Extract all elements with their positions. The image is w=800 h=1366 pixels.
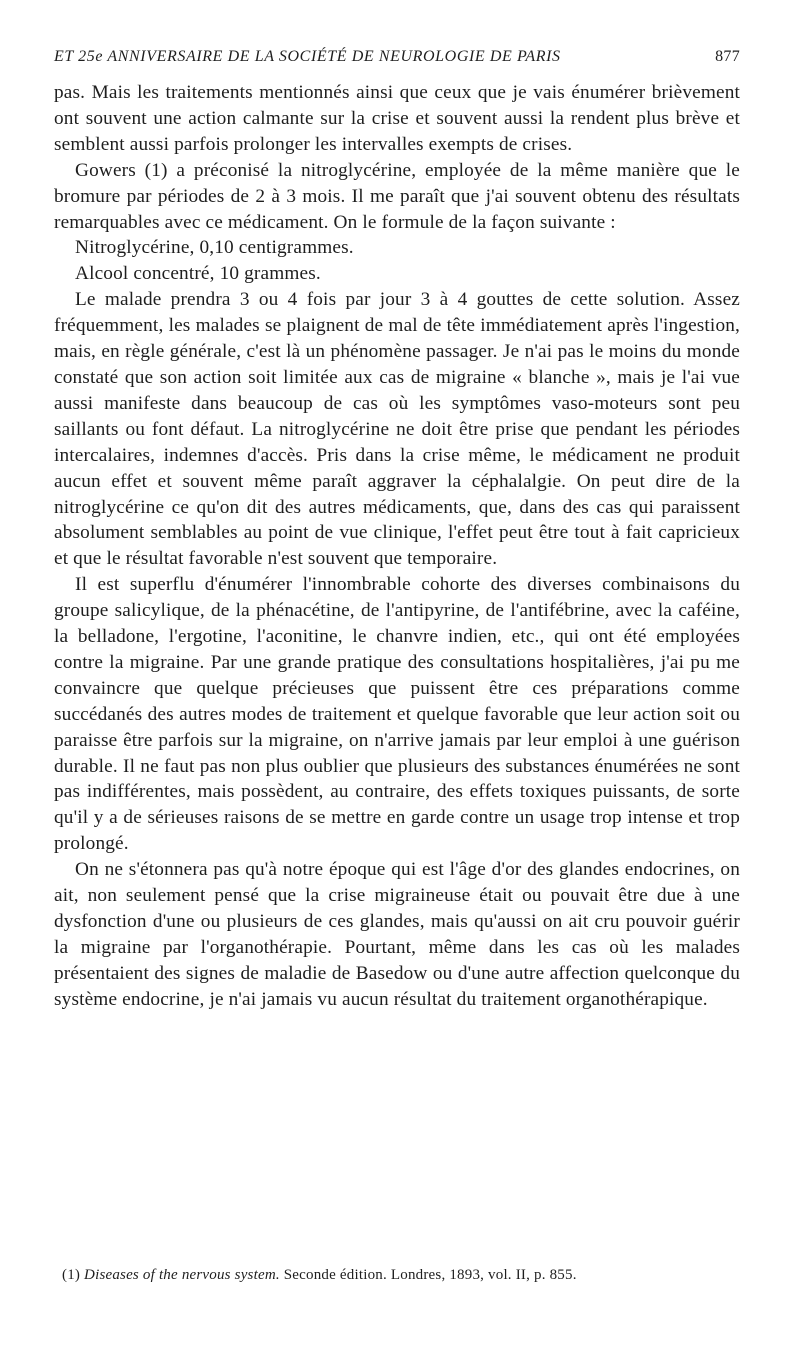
running-header (54, 48, 740, 66)
page-number: 877 (715, 48, 740, 65)
paragraph-3: Le malade prendra 3 ou 4 fois par jour 3 à 4 gouttes de cette solution. Assez fréquemment, les malades se plaignent de mal de tête immédiatement après l'ingestion, mais, en règle générale, c'est là un phénomène passager. Je n'ai pas le moins du monde constaté que son action soit limitée aux cas de migraine « blanche », mais je l'ai vue aussi manifeste dans beaucoup de cas où les symptômes vaso-moteurs sont peu saillants ou font défaut. La nitroglycérine ne doit être prise que pendant les périodes intercalaires, indemnes d'accès. Pris dans la crise même, le médicament ne produit aucun effet et souvent même paraît aggraver la céphalalgie. On peut dire de la nitroglycérine ce qu'on dit des autres médicaments, que, dans des cas qui paraissent absolument semblables au point de vue clinique, l'effet peut être tout à fait capricieux et que le résultat favorable n'est souvent que temporaire. (54, 289, 740, 570)
paragraph-1: pas. Mais les traitements mentionnés ainsi que ceux que je vais énumérer brièvement ont souvent une action calmante sur la crise et souvent aussi la rendent plus brève et semblent aussi parfois prolonger les intervalles exempts de crises. (54, 82, 740, 155)
formula-line-1: Nitroglycérine, 0,10 centigrammes. (75, 237, 354, 259)
footnote-rest: Seconde édition. Londres, 1893, vol. II, p. 855. (279, 1267, 577, 1283)
body-text (54, 80, 740, 1013)
running-title: ET 25e ANNIVERSAIRE DE LA SOCIÉTÉ DE NEUROLOGIE DE PARIS (54, 48, 561, 65)
footnote-marker: (1) (62, 1267, 81, 1283)
footnote (62, 1265, 742, 1285)
formula-line-2: Alcool concentré, 10 grammes. (75, 263, 321, 285)
footnote-title: Diseases of the nervous system. (84, 1267, 280, 1283)
paragraph-2: Gowers (1) a préconisé la nitroglycérine, employée de la même manière que le bromure par périodes de 2 à 3 mois. Il me paraît que j'ai souvent obtenu des résultats remarquables avec ce médicament. On le formule de la façon suivante : (54, 159, 740, 233)
paragraph-5: On ne s'étonnera pas qu'à notre époque qui est l'âge d'or des glandes endocrines, on ait, non seulement pensé que la crise migraineuse était ou pouvait être due à une dysfonction d'une ou plusieurs de ces glandes, mais qu'aussi on ait cru pouvoir guérir la migraine par l'organothérapie. Pourtant, même dans les cas où les malades présentaient des signes de maladie de Basedow ou d'une autre affection quelconque du système endocrine, je n'ai jamais vu aucun résultat du traitement organothérapique. (54, 859, 740, 1010)
paragraph-4: Il est superflu d'énumérer l'innombrable cohorte des diverses combinaisons du groupe salicylique, de la phénacétine, de l'antipyrine, de l'antifébrine, avec la caféine, la belladone, l'ergotine, l'aconitine, le chanvre indien, etc., qui ont été employées contre la migraine. Par une grande pratique des consultations hospitalières, j'ai pu me convaincre que quelque précieuses que puissent être ces préparations comme succédanés des autres modes de traitement et quelque favorable que leur action soit ou paraisse être parfois sur la migraine, on n'arrive jamais par leur emploi à une guérison durable. Il ne faut pas non plus oublier que plusieurs des substances énumérées ne sont pas indifférentes, mais possèdent, au contraire, des effets toxiques puissants, de sorte qu'il y a de sérieuses raisons de se mettre en garde contre un usage trop intense et trop prolongé. (54, 574, 740, 855)
page (54, 48, 740, 1013)
